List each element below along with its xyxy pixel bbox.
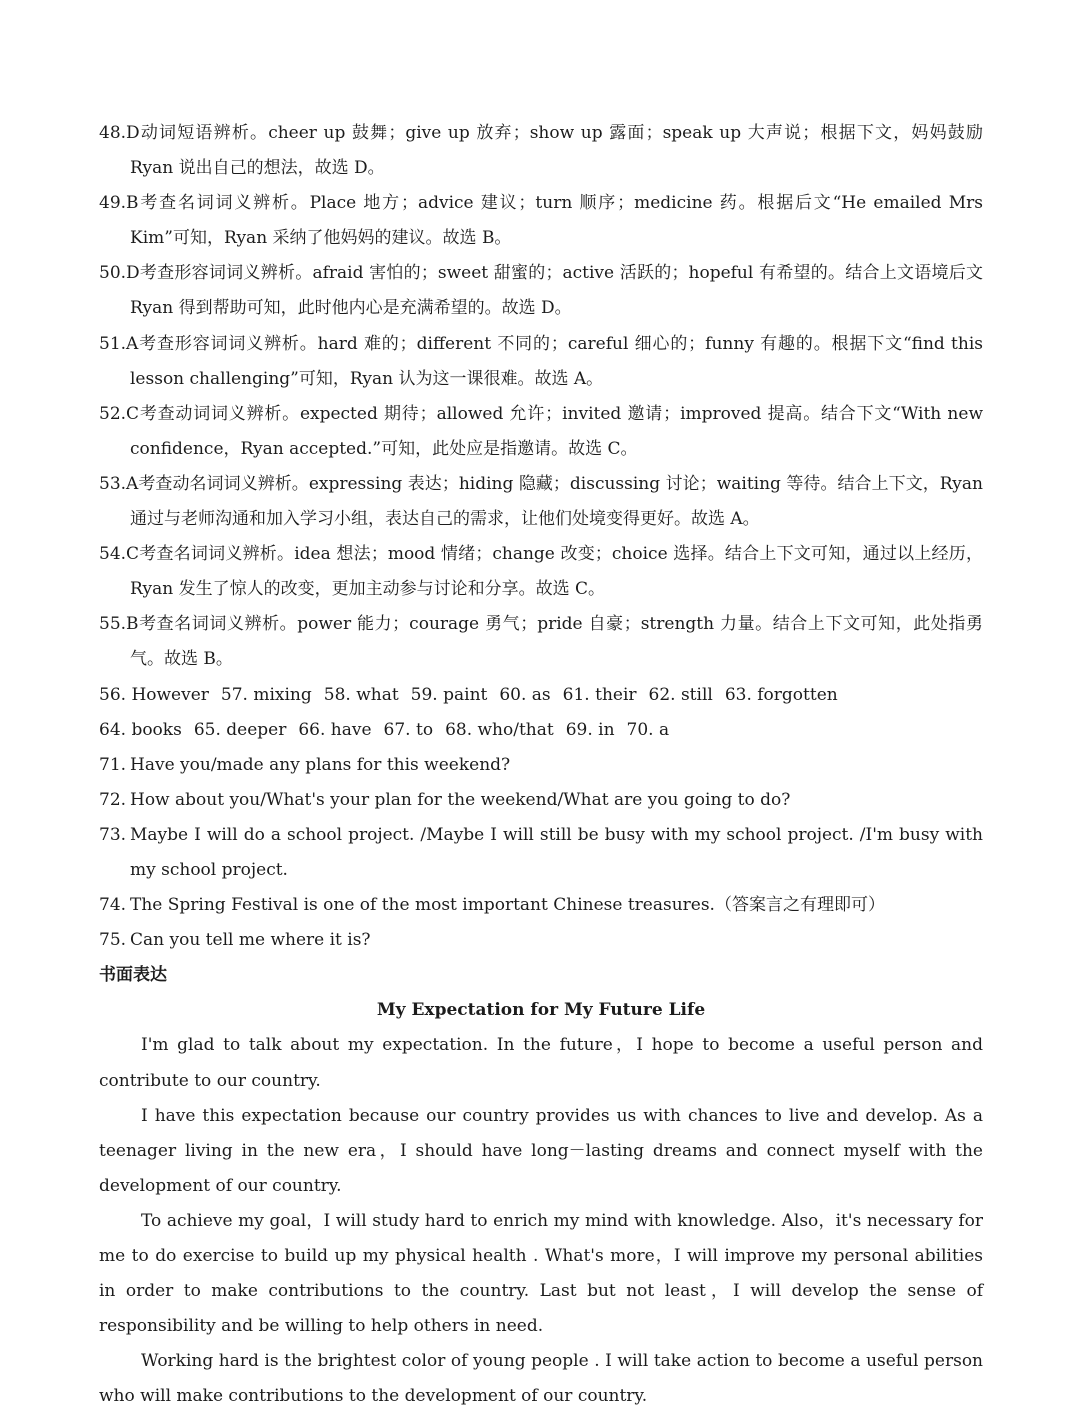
cloze-answer: 67. to [383,719,434,740]
answer-number: 49.B [99,193,139,214]
cloze-answer: 66. have [298,719,372,740]
essay-paragraph: I have this expectation because our country provides us with chances to live and develop. As a teenager living in the new era，I should have long－lasting dreams and connect myself with the development of our country. [99,1105,983,1196]
answer-text: Can you tell me where it is? [130,930,371,951]
cloze-answer: 56. However [99,684,209,705]
answer-explanation: 考查名词词义辨析。idea 想法；mood 情绪；change 改变；choice 选择。结合上下文可知，通过以上经历，Ryan 发生了惊人的改变，更加主动参与讨论和分享。故选 C。 [130,544,983,600]
cloze-answer: 65. deeper [193,719,287,740]
answer-explanation: 考查形容词词义辨析。hard 难的；different 不同的；careful 细心的；funny 有趣的。根据下文“find this lesson challenging”可知，Ryan 认为这一课很难。故选 A。 [130,333,983,389]
answer-number: 50.D [99,263,140,284]
cloze-answer: 61. their [562,684,637,705]
cloze-answer: 68. who/that [445,719,554,740]
cloze-answers-row-1 [99,678,983,713]
answer-explanation: 考查动名词词义辨析。expressing 表达；hiding 隐藏；discussing 讨论；waiting 等待。结合上下文，Ryan 通过与老师沟通和加入学习小组，表达自己的需求，让他们处境变得更好。故选 A。 [130,473,983,530]
cloze-answer: 64. books [99,719,182,740]
writing-section-heading: 书面表达 [99,965,167,986]
answer-explanation: 考查形容词词义辨析。afraid 害怕的；sweet 甜蜜的；active 活跃的；hopeful 有希望的。结合上文语境后文 Ryan 得到帮助可知，此时他内心是充满希望的。故选 D。 [130,263,983,319]
answer-item-54 [99,537,983,607]
answer-explanation: 动词短语辨析。cheer up 鼓舞；give up 放弃；show up 露面；speak up 大声说；根据下文，妈妈鼓励 Ryan 说出自己的想法，故选 D。 [130,123,983,179]
answer-number: 53.A [99,473,139,494]
answer-explanation: 考查动词词义辨析。expected 期待；allowed 允许；invited 邀请；improved 提高。结合下文“With new confidence，Ryan accepted.”可知，此处应是指邀请。故选 C。 [130,403,983,459]
answer-item-55 [99,607,983,677]
answer-text: How about you/What's your plan for the weekend/What are you going to do? [130,789,791,810]
essay-paragraph: To achieve my goal，I will study hard to enrich my mind with knowledge. Also，it's necessary for me to do exercise to build up my physical health . What's more，I will improve my personal abilities in order to make contributions to the country. Last but not least，I will develop the sense of responsibility and be willing to help others in need. [99,1210,983,1337]
cloze-answer: 69. in [565,719,615,740]
answer-number: 72. [99,789,127,810]
cloze-answer: 60. as [499,684,551,705]
essay-paragraph: I'm glad to talk about my expectation. In the future，I hope to become a useful person and contribute to our country. [99,1035,983,1091]
answer-explanation: 考查名词词义辨析。Place 地方；advice 建议；turn 顺序；medicine 药。根据后文“He emailed Mrs Kim”可知，Ryan 采纳了他妈妈的建议。故选 B。 [130,193,983,249]
dialogue-answer-74 [99,888,983,923]
cloze-answer: 62. still [648,684,713,705]
cloze-answer: 58. what [323,684,399,705]
cloze-answers-row-2 [99,713,983,748]
answer-number: 71. [99,754,127,775]
answer-item-53 [99,467,983,537]
answer-explanation: 考查名词词义辨析。power 能力；courage 勇气；pride 自豪；strength 力量。结合上下文可知，此处指勇气。故选 B。 [130,614,983,670]
answer-key-content [99,116,983,1414]
answer-number: 51.A [99,333,139,354]
answer-number: 74. [99,895,127,916]
dialogue-answer-71 [99,748,983,783]
answer-number: 75. [99,930,127,951]
dialogue-answer-72 [99,783,983,818]
answer-item-49 [99,186,983,256]
answer-text: The Spring Festival is one of the most important Chinese treasures.（答案言之有理即可） [130,895,885,916]
dialogue-answer-73 [99,818,983,888]
answer-number: 73. [99,824,127,845]
answer-item-52 [99,397,983,467]
answer-number: 54.C [99,544,140,565]
cloze-answer: 59. paint [410,684,488,705]
answer-text: Maybe I will do a school project. /Maybe I will still be busy with my school project. /I'm busy with my school project. [130,824,983,880]
essay-title: My Expectation for My Future Life [376,1000,706,1021]
answer-number: 55.B [99,614,139,635]
answer-item-50 [99,256,983,326]
cloze-answer: 57. mixing [220,684,312,705]
answer-item-48 [99,116,983,186]
dialogue-answer-75 [99,923,983,958]
answer-number: 52.C [99,403,140,424]
cloze-answer: 63. forgotten [724,684,838,705]
answer-item-51 [99,327,983,397]
answer-number: 48.D [99,123,140,143]
answer-text: Have you/made any plans for this weekend? [130,754,511,775]
essay-paragraph: Working hard is the brightest color of young people . I will take action to become a useful person who will make contributions to the development of our country. [99,1351,983,1407]
cloze-answer: 70. a [626,719,670,740]
